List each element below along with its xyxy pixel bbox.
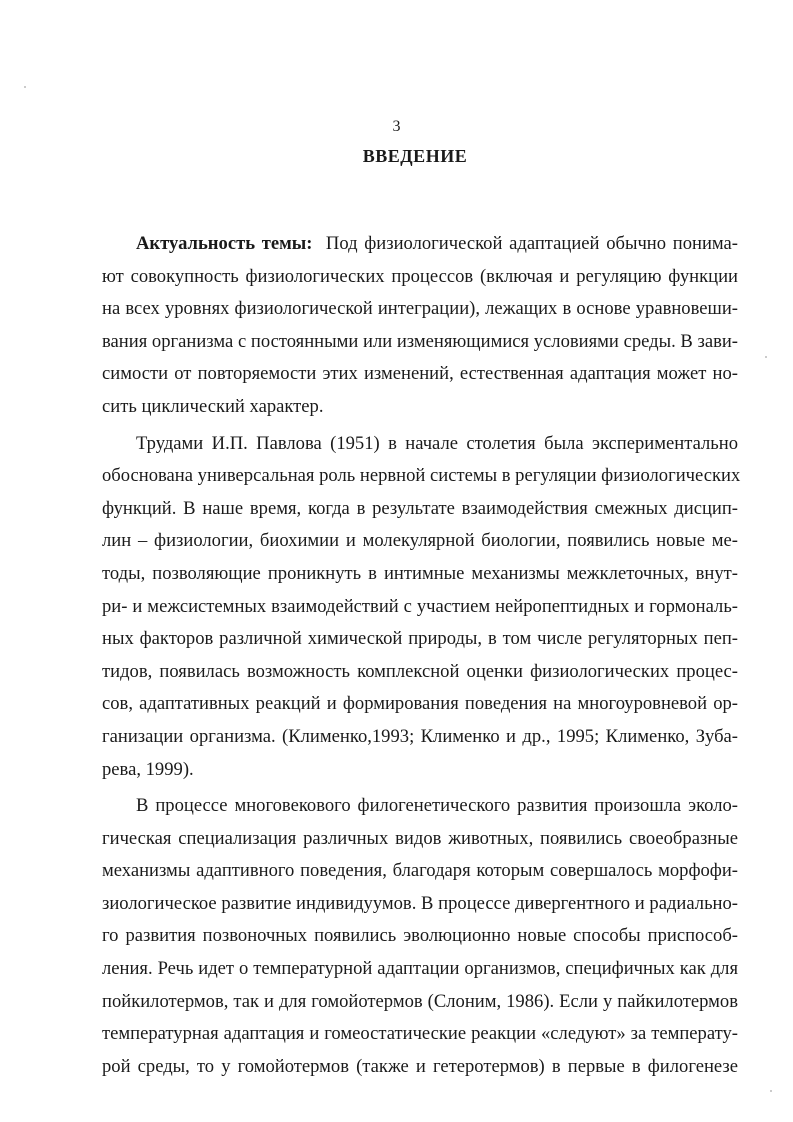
text-line: тидов, появилась возможность комплексной оценки физиологических процес-	[102, 660, 738, 682]
text-line: зиологическое развитие индивидуумов. В процессе дивергентного и радиально-	[102, 892, 738, 914]
text-line: В процессе многовекового филогенетического развития произошла эколо-	[136, 795, 738, 817]
body-text	[102, 228, 741, 1083]
text-line: Трудами И.П. Павлова (1951) в начале столетия была экспериментально	[136, 432, 738, 454]
text-line: ных факторов различной химической природы, в том числе регуляторных пеп-	[102, 628, 738, 650]
text-line: сов, адаптативных реакций и формирования поведения на многоуровневой ор-	[102, 693, 738, 715]
paragraph-3	[102, 790, 738, 1083]
text-line: го развития позвоночных появились эволюционно новые способы приспособ-	[102, 925, 738, 947]
text-fragment: Под физиологической адаптацией обычно понима-	[325, 233, 738, 254]
paragraph-2	[102, 428, 741, 787]
text-line: пойкилотермов, так и для гомойотермов (Слоним, 1986). Если у пайкилотермов	[102, 990, 738, 1012]
text-line: рой среды, то у гомойотермов (также и гетеротермов) в первые в филогенезе	[102, 1055, 738, 1077]
text-line: лин – физиологии, биохимии и молекулярной биологии, появились новые ме-	[102, 530, 738, 552]
scan-speck	[765, 356, 767, 358]
text-line: ганизации организма. (Клименко,1993; Клименко и др., 1995; Клименко, Зуба-	[102, 725, 738, 747]
text-line: на всех уровнях физиологической интеграции), лежащих в основе уравновеши-	[102, 298, 738, 320]
text-line: обоснована универсальная роль нервной системы в регуляции физиологических	[102, 465, 741, 487]
paragraph-1	[102, 228, 738, 424]
scan-speck	[770, 1090, 772, 1092]
text-line: температурная адаптация и гомеостатические реакции «следуют» за температу-	[102, 1023, 738, 1045]
text-line: симости от повторяемости этих изменений, естественная адаптация может но-	[102, 363, 738, 385]
scan-speck	[24, 86, 26, 88]
paragraph-lead: Актуальность темы:	[136, 233, 313, 254]
text-line: тоды, позволяющие проникнуть в интимные механизмы межклеточных, внут-	[102, 562, 738, 584]
text-line: ления. Речь идет о температурной адаптации организмов, специфичных как для	[102, 958, 738, 980]
text-line: функций. В наше время, когда в результате взаимодействия смежных дисцип-	[102, 497, 738, 519]
text-line: сить циклический характер.	[102, 395, 324, 417]
text-line: вания организма с постоянными или изменяющимися условиями среды. В зави-	[102, 330, 738, 352]
page-number: 3	[392, 118, 401, 135]
text-line: рева, 1999).	[102, 758, 194, 780]
text-line: ри- и межсистемных взаимодействий с участием нейропептидных и гормональ-	[102, 595, 738, 617]
text-line: механизмы адаптивного поведения, благодаря которым совершалось морфофи-	[102, 860, 738, 882]
text-line: ют совокупность физиологических процессов (включая и регуляцию функции	[102, 265, 738, 287]
text-line: гическая специализация различных видов животных, появились своеобразные	[102, 827, 738, 849]
page-heading: ВВЕДЕНИЕ	[362, 146, 468, 166]
text-line	[102, 228, 738, 261]
